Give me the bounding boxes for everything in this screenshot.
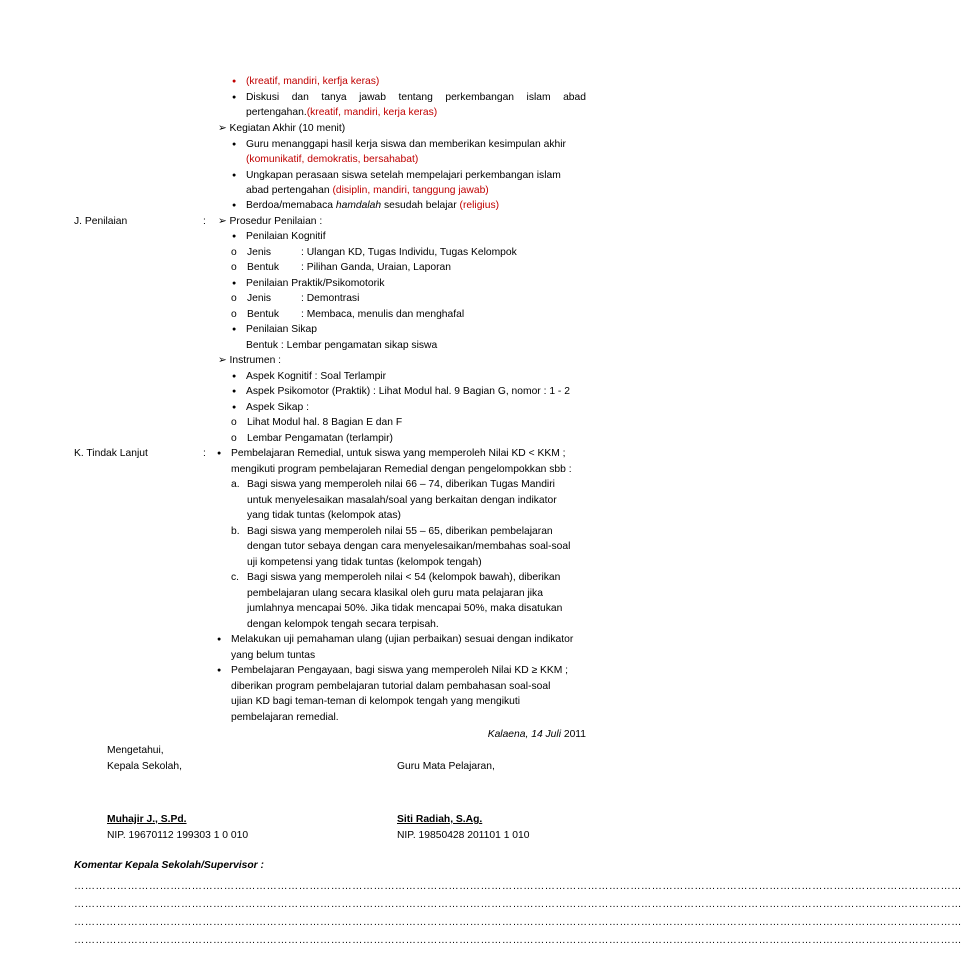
mengetahui: Mengetahui, — [107, 745, 164, 756]
bullet-text: (kreatif, mandiri, kerfja keras) — [246, 76, 380, 87]
circle-bullet-icon: o — [231, 262, 237, 273]
text: untuk menyelesaikan masalah/soal yang berkaitan dengan indikator — [247, 495, 557, 506]
kog-bentuk — [231, 260, 451, 276]
value: : Demontrasi — [301, 293, 360, 304]
heading-text: Prosedur Penilaian : — [229, 216, 323, 227]
text: uji kompetensi yang tidak tuntas (kelompok tengah) — [247, 557, 482, 568]
sikap-bentuk: Bentuk : Lembar pengamatan sikap siswa — [246, 340, 438, 351]
remedial-line2: mengikuti program pembelajaran Remedial dengan pengelompokkan sbb : — [231, 464, 572, 475]
circle-bullet-icon: o — [231, 433, 237, 444]
text: pertengahan. — [246, 107, 307, 118]
guru-title: Guru Mata Pelajaran, — [397, 761, 495, 772]
comment-line: …………………………………………………………………………………………………………………………………………………………………………………………………………………………… — [74, 899, 962, 910]
text: ujian KD bagi teman-teman di kelompok tengah yang mengikuti — [231, 696, 521, 707]
ungkapan-line2 — [246, 183, 489, 199]
text: Berdoa/memabaca — [246, 200, 336, 211]
guru-nip: NIP. 19850428 201101 1 010 — [397, 830, 530, 841]
section-label-tindak-lanjut: K. Tindak Lanjut — [74, 448, 148, 459]
remedial-b — [231, 524, 553, 540]
word: tanya — [321, 92, 347, 103]
kepsek-nip: NIP. 19670112 199303 1 0 010 — [107, 830, 249, 841]
colon: : — [203, 216, 206, 227]
bullet-remedial: ● Pembelajaran Remedial, untuk siswa yang memperoleh Nilai KD < KKM ; — [231, 446, 566, 462]
red-text: (kreatif, mandiri, kerja keras) — [306, 107, 438, 118]
kepsek-name: Muhajir J., S.Pd. — [107, 814, 187, 825]
word: ● Diskusi — [246, 92, 280, 103]
list-marker: c. — [231, 572, 240, 583]
date-italic: Kalaena, 14 Juli — [487, 729, 561, 740]
key: Bentuk — [247, 309, 280, 320]
text: diberikan program pembelajaran tutorial dalam pembahasan soal-soal — [231, 681, 551, 692]
text: abad pertengahan — [246, 185, 333, 196]
circle-bullet-icon: o — [231, 293, 237, 304]
italic-text: hamdalah — [335, 200, 382, 211]
bullet-uji-pemahaman: ● Melakukan uji pemahaman ulang (ujian perbaikan) sesuai dengan indikator — [231, 632, 573, 648]
list-marker: b. — [231, 526, 240, 537]
komentar-title: Komentar Kepala Sekolah/Supervisor : — [74, 860, 264, 871]
text: jumlahnya mencapai 50%. Jika tidak mencapai 50%, maka disatukan — [247, 603, 563, 614]
bullet-berdoa — [246, 198, 499, 214]
comment-line: …………………………………………………………………………………………………………………………………………………………………………………………………………………………… — [74, 881, 962, 892]
key: Jenis — [247, 247, 272, 258]
diskusi-line2 — [246, 105, 437, 121]
text: dengan kelompok tengah secara terpisah. — [247, 619, 439, 630]
text: Bagi siswa yang memperoleh nilai < 54 (kelompok bawah), diberikan — [247, 572, 561, 583]
key: Jenis — [247, 293, 272, 304]
year: 2011 — [560, 729, 586, 740]
word: perkembangan — [445, 92, 515, 103]
instrumen-heading — [218, 353, 281, 369]
prosedur-heading — [218, 214, 322, 230]
text: Bagi siswa yang memperoleh nilai 55 – 65, diberikan pembelajaran — [247, 526, 553, 537]
text: Guru menanggapi hasil kerja siswa dan memberikan kesimpulan akhir — [246, 139, 566, 150]
pr-jenis — [231, 291, 360, 307]
text: Bagi siswa yang memperoleh nilai 66 – 74, diberikan Tugas Mandiri — [247, 479, 555, 490]
kepsek-title: Kepala Sekolah, — [107, 761, 182, 772]
value: Lembar Pengamatan (terlampir) — [247, 433, 393, 444]
heading-text: Kegiatan Akhir (10 menit) — [229, 123, 346, 134]
place-date — [488, 727, 586, 743]
guru-name: Siti Radiah, S.Ag. — [397, 814, 483, 825]
word: jawab — [359, 92, 386, 103]
text: dengan tutor sebaya dengan cara menyelesaikan/membahas soal-soal — [247, 541, 571, 552]
bullet-aspek-sikap: ● Aspek Sikap : — [246, 400, 309, 416]
circle-bullet-icon: o — [231, 309, 237, 320]
bullet-aspek-psikomotor: ● Aspek Psikomotor (Praktik) : Lihat Modul hal. 9 Bagian G, nomor : 1 - 2 — [246, 384, 570, 400]
value: Lihat Modul hal. 8 Bagian E dan F — [247, 417, 403, 428]
word: tentang — [398, 92, 433, 103]
heading-text: Instrumen : — [229, 355, 282, 366]
text: yang belum tuntas — [231, 650, 316, 661]
key: Bentuk — [247, 262, 280, 273]
comment-line: …………………………………………………………………………………………………………………………………………………………………………………………………………………………… — [74, 935, 962, 946]
ins-sikap-a — [231, 415, 403, 431]
kog-jenis — [231, 245, 517, 261]
text: sesudah belajar — [381, 200, 460, 211]
bullet-sikap: ● Penilaian Sikap — [246, 322, 317, 338]
word: abad — [563, 92, 586, 103]
bullet-guru-menanggapi — [246, 137, 566, 153]
circle-bullet-icon: o — [231, 247, 237, 258]
value: : Membaca, menulis dan menghafal — [301, 309, 465, 320]
bullet-praktik: ● Penilaian Praktik/Psikomotorik — [246, 276, 385, 292]
bullet-kreatif — [246, 74, 379, 90]
remedial-c — [231, 570, 561, 586]
word: dan — [291, 92, 309, 103]
text: yang tidak tuntas (kelompok atas) — [247, 510, 401, 521]
bullet-aspek-kognitif: ● Aspek Kognitif : Soal Terlampir — [246, 369, 386, 385]
red-text: (komunikatif, demokratis, bersahabat) — [246, 154, 419, 165]
bullet-pengayaan: ● Pembelajaran Pengayaan, bagi siswa yang memperoleh Nilai KD ≥ KKM ; — [231, 663, 568, 679]
remedial-a — [231, 477, 555, 493]
section-label-penilaian: J. Penilaian — [74, 216, 128, 227]
value: : Ulangan KD, Tugas Individu, Tugas Kelompok — [301, 247, 517, 258]
list-marker: a. — [231, 479, 240, 490]
bullet-ungkapan — [246, 168, 561, 184]
comment-line: …………………………………………………………………………………………………………………………………………………………………………………………………………………………… — [74, 917, 962, 928]
word: islam — [526, 92, 551, 103]
bullet-diskusi — [246, 90, 586, 106]
kegiatan-akhir-heading — [218, 121, 345, 137]
value: : Pilihan Ganda, Uraian, Laporan — [301, 262, 451, 273]
red-text: (religius) — [459, 200, 500, 211]
text: Ungkapan perasaan siswa setelah mempelajari perkembangan islam — [246, 170, 561, 181]
text: pembelajaran ulang secara klasikal oleh guru mata pelajaran jika — [247, 588, 543, 599]
text: pembelajaran remedial. — [231, 712, 339, 723]
colon: : — [203, 448, 206, 459]
ins-sikap-b — [231, 431, 393, 447]
pr-bentuk — [231, 307, 465, 323]
red-text: (disiplin, mandiri, tanggung jawab) — [332, 185, 489, 196]
circle-bullet-icon: o — [231, 417, 237, 428]
arrow-icon: ➢ — [218, 123, 227, 134]
arrow-icon: ➢ — [218, 216, 227, 227]
arrow-icon: ➢ — [218, 355, 227, 366]
bullet-kognitif: ● Penilaian Kognitif — [246, 229, 326, 245]
